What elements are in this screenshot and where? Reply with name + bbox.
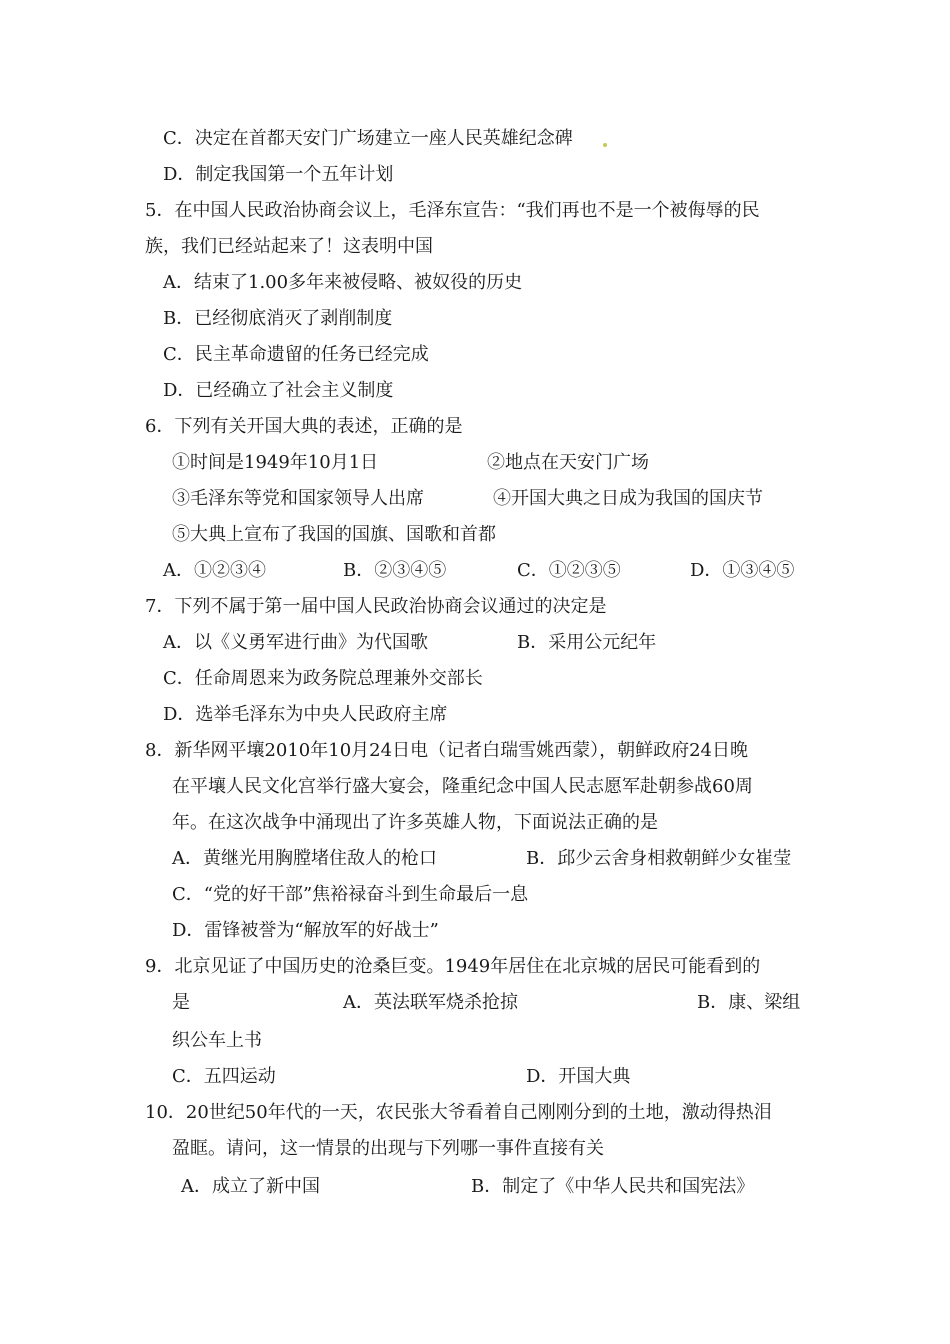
q6-option-d: D．①③④⑤ — [690, 560, 795, 581]
q6-option-b: B．②③④⑤ — [343, 560, 447, 581]
highlight-dot — [603, 143, 607, 147]
q6-item-2: ②地点在天安门广场 — [487, 452, 649, 473]
q5-stem-line2: 族，我们已经站起来了！这表明中国 — [145, 236, 433, 257]
q8-option-b: B．邱少云舍身相救朝鲜少女崔莹 — [526, 848, 792, 869]
q6-item-5: ⑤大典上宣布了我国的国旗、国歌和首都 — [172, 524, 496, 545]
q4-option-d: D．制定我国第一个五年计划 — [163, 164, 394, 185]
q5-stem-line1: 5．在中国人民政治协商会议上，毛泽东宣告：“我们再也不是一个被侮辱的民 — [145, 200, 760, 221]
q7-option-d: D．选举毛泽东为中央人民政府主席 — [163, 704, 448, 725]
q6-option-c: C．①②③⑤ — [517, 560, 621, 581]
q5-option-d: D．已经确立了社会主义制度 — [163, 380, 394, 401]
q6-item-3: ③毛泽东等党和国家领导人出席 — [172, 488, 424, 509]
q8-stem-line1: 8．新华网平壤2010年10月24日电（记者白瑞雪姚西蒙），朝鲜政府24日晚 — [145, 740, 748, 761]
q8-option-a: A．黄继光用胸膛堵住敌人的枪口 — [172, 848, 437, 869]
q7-option-a: A．以《义勇军进行曲》为代国歌 — [163, 632, 428, 653]
q5-option-b: B．已经彻底消灭了剥削制度 — [163, 308, 393, 329]
q7-option-c: C．任命周恩来为政务院总理兼外交部长 — [163, 668, 483, 689]
q9-stem-line2: 是 — [172, 992, 190, 1013]
q10-stem-line1: 10．20世纪50年代的一天，农民张大爷看着自己刚刚分到的土地，激动得热泪 — [145, 1102, 772, 1123]
q10-option-a: A．成立了新中国 — [181, 1176, 320, 1197]
q8-option-c: C．“党的好干部”焦裕禄奋斗到生命最后一息 — [172, 884, 529, 905]
q9-option-c: C．五四运动 — [172, 1066, 276, 1087]
q10-option-b: B．制定了《中华人民共和国宪法》 — [471, 1176, 755, 1197]
q10-stem-line2: 盈眶。请问，这一情景的出现与下列哪一事件直接有关 — [172, 1138, 604, 1159]
q6-stem: 6．下列有关开国大典的表述，正确的是 — [145, 416, 463, 437]
q6-option-a: A．①②③④ — [163, 560, 266, 581]
q7-option-b: B．采用公元纪年 — [517, 632, 657, 653]
q9-option-b-part1: B．康、梁组 — [697, 992, 801, 1013]
q5-option-a: A．结束了1.00多年来被侵略、被奴役的历史 — [163, 272, 523, 293]
q9-option-d: D．开国大典 — [526, 1066, 631, 1087]
q6-item-1: ①时间是1949年10月1日 — [172, 452, 379, 473]
q8-stem-line3: 年。在这次战争中涌现出了许多英雄人物，下面说法正确的是 — [172, 812, 658, 833]
q9-option-b-part2: 织公车上书 — [172, 1030, 262, 1051]
q9-option-a: A．英法联军烧杀抢掠 — [343, 992, 518, 1013]
q8-option-d: D．雷锋被誉为“解放军的好战士” — [172, 920, 439, 941]
q5-option-c: C．民主革命遗留的任务已经完成 — [163, 344, 429, 365]
q8-stem-line2: 在平壤人民文化宫举行盛大宴会，隆重纪念中国人民志愿军赴朝参战60周 — [172, 776, 753, 797]
q9-stem-line1: 9．北京见证了中国历史的沧桑巨变。1949年居住在北京城的居民可能看到的 — [145, 956, 761, 977]
q7-stem: 7．下列不属于第一届中国人民政治协商会议通过的决定是 — [145, 596, 607, 617]
q6-item-4: ④开国大典之日成为我国的国庆节 — [493, 488, 763, 509]
q4-option-c: C．决定在首都天安门广场建立一座人民英雄纪念碑 — [163, 128, 573, 149]
